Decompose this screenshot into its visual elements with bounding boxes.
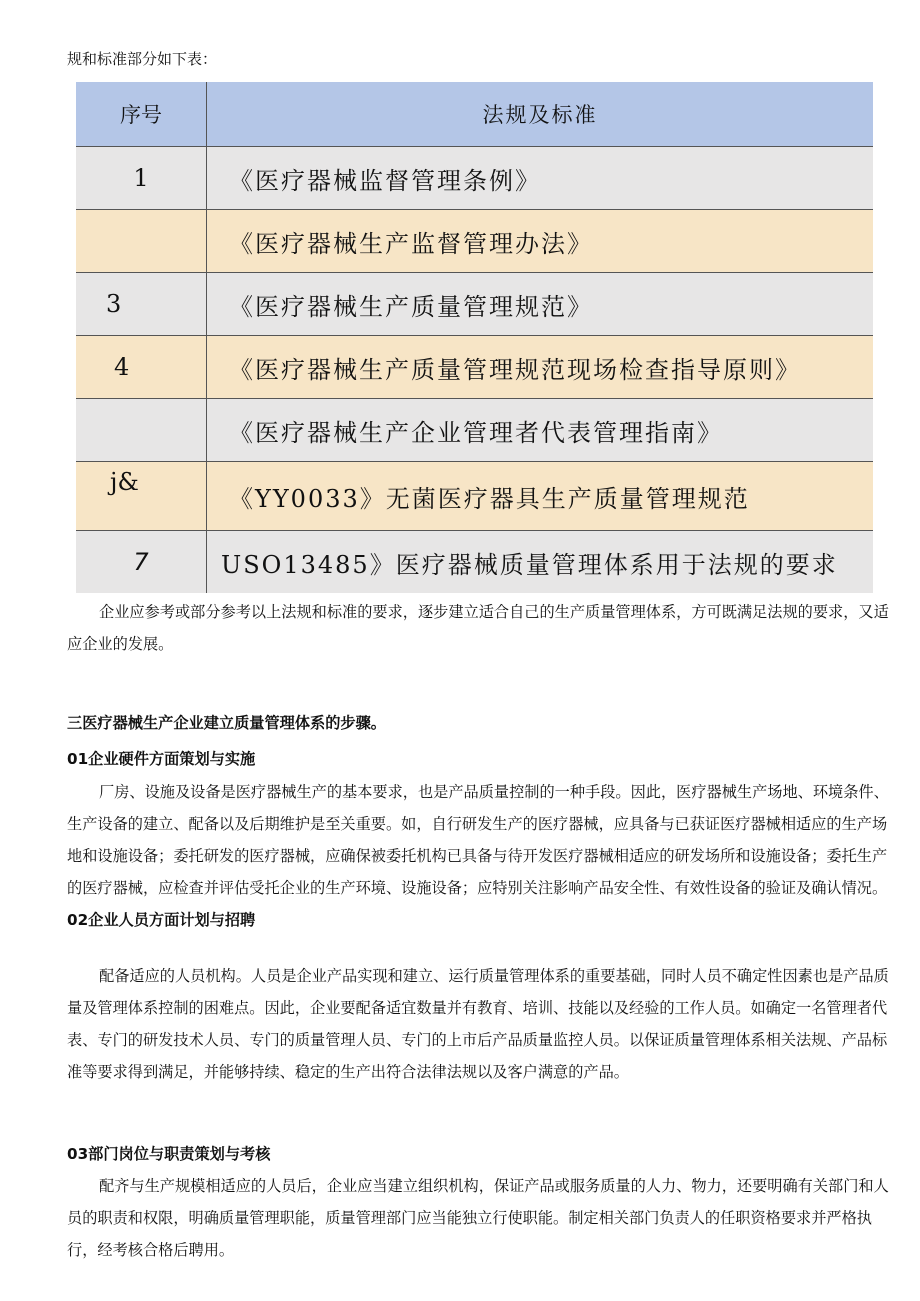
subsection-01-body xyxy=(67,776,893,936)
table-row xyxy=(76,336,873,399)
row-title: 《YY0033》无菌医疗器具生产质量管理规范 xyxy=(207,462,874,531)
subsection-03-title: 03部门岗位与职责策划与考核 xyxy=(67,1145,271,1163)
row-num: 3 xyxy=(76,273,207,336)
table-row xyxy=(76,399,873,462)
table-row xyxy=(76,462,873,531)
subsection-03-body: 配齐与生产规模相适应的人员后，企业应当建立组织机构，保证产品或服务质量的人力、物力，还要明确有关部门和人员的职责和权限，明确质量管理职能，质量管理部门应当能独立行使职能。制定相关部门负责人的任职资格要求并严格执行，经考核合格后聘用。 xyxy=(67,1177,889,1259)
summary-paragraph: 企业应参考或部分参考以上法规和标准的要求，逐步建立适合自己的生产质量管理体系，方可既满足法规的要求，又适应企业的发展。 xyxy=(67,603,889,653)
row-title: 《医疗器械生产监督管理办法》 xyxy=(207,210,874,273)
row-title: 《医疗器械生产质量管理规范》 xyxy=(207,273,874,336)
row-num xyxy=(76,210,207,273)
table-row xyxy=(76,147,873,210)
table-header-row xyxy=(76,82,873,147)
section-title: 三医疗器械生产企业建立质量管理体系的步骤。 xyxy=(67,714,386,732)
intro-text: 规和标准部分如下表： xyxy=(67,50,218,68)
table-row xyxy=(76,210,873,273)
row-title: 《医疗器械生产企业管理者代表管理指南》 xyxy=(207,399,874,462)
row-num: 1 xyxy=(76,147,207,210)
row-title: 《医疗器械生产质量管理规范现场检查指导原则》 xyxy=(207,336,874,399)
row-num: j& xyxy=(76,462,207,531)
subsection-01-text: 厂房、设施及设备是医疗器械生产的基本要求，也是产品质量控制的一种手段。因此，医疗器械生产场地、环境条件、生产设备的建立、配备以及后期维护是至关重要。如，自行研发生产的医疗器械，应具备与已获证医疗器械相适应的生产场地和设施设备；委托研发的医疗器械，应确保被委托机构已具备与待开发医疗器械相适应的研发场所和设施设备；委托生产的医疗器械，应检查并评估受托企业的生产环境、设施设备；应特别关注影响产品安全性、有效性设备的验证及确认情况。 xyxy=(67,783,889,897)
row-title: USO13485》医疗器械质量管理体系用于法规的要求 xyxy=(207,531,874,594)
row-num: 4 xyxy=(76,336,207,399)
table-row xyxy=(76,531,873,594)
row-num xyxy=(76,399,207,462)
regulations-table xyxy=(76,82,873,593)
row-title: 《医疗器械监督管理条例》 xyxy=(207,147,874,210)
row-num: 7 xyxy=(76,531,207,594)
subsection-02-body: 配备适应的人员机构。人员是企业产品实现和建立、运行质量管理体系的重要基础，同时人员不确定性因素也是产品质量及管理体系控制的困难点。因此，企业要配备适宜数量并有教育、培训、技能以及经验的工作人员。如确定一名管理者代表、专门的研发技术人员、专门的质量管理人员、专门的上市后产品质量监控人员。以保证质量管理体系相关法规、产品标准等要求得到满足，并能够持续、稳定的生产出符合法律法规以及客户满意的产品。 xyxy=(67,967,889,1081)
header-num: 序号 xyxy=(76,82,207,147)
subsection-02-title: 02企业人员方面计划与招聘 xyxy=(67,911,256,929)
header-title: 法规及标准 xyxy=(207,82,874,147)
subsection-01-title: 01企业硬件方面策划与实施 xyxy=(67,750,256,768)
table-row xyxy=(76,273,873,336)
